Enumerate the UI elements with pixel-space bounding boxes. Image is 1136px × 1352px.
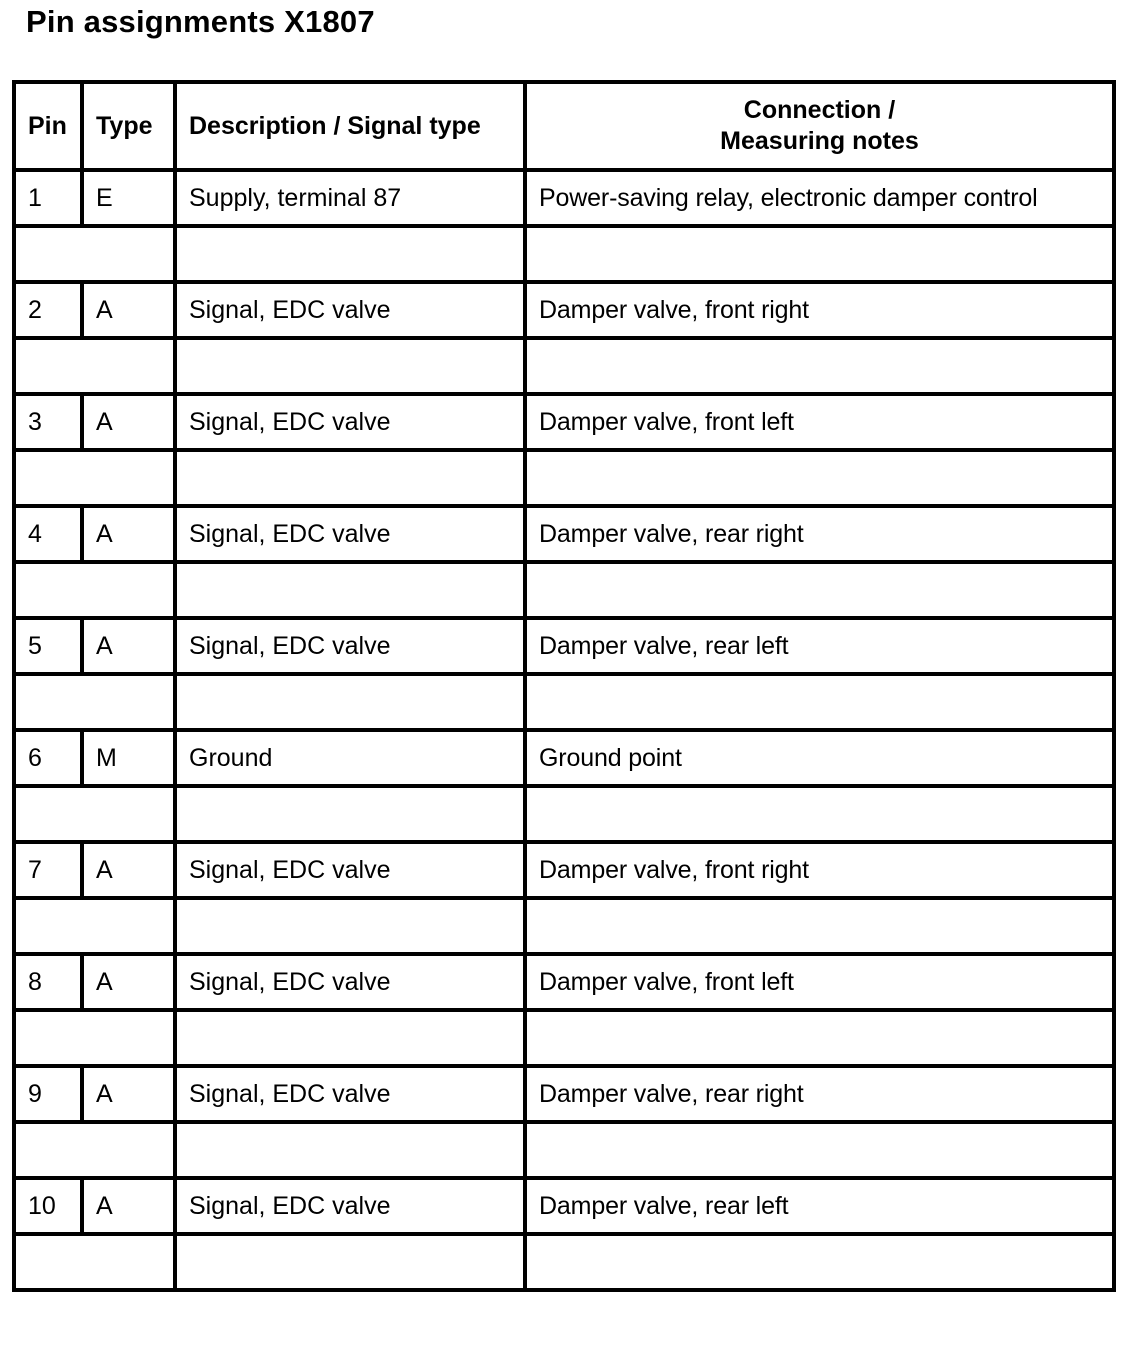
spacer-cell [14,562,175,618]
spacer-cell [14,1234,175,1290]
type-cell: M [82,730,175,786]
connection-cell: Damper valve, rear left [525,1178,1114,1234]
spacer-cell [175,1010,525,1066]
header-description: Description / Signal type [175,82,525,170]
pin-cell: 10 [14,1178,82,1234]
type-cell: A [82,282,175,338]
spacer-cell [525,898,1114,954]
table-row [14,282,1114,338]
spacer-cell [175,1234,525,1290]
table-row [14,1066,1114,1122]
table-row [14,954,1114,1010]
table-row [14,842,1114,898]
description-cell: Signal, EDC valve [175,1066,525,1122]
spacer-cell [175,450,525,506]
table-row [14,1178,1114,1234]
connection-cell: Damper valve, front left [525,394,1114,450]
spacer-cell [175,1122,525,1178]
pin-assignment-table [12,80,1116,1292]
description-cell: Signal, EDC valve [175,618,525,674]
spacer-cell [525,786,1114,842]
description-cell: Supply, terminal 87 [175,170,525,226]
spacer-row [14,1234,1114,1290]
spacer-cell [14,786,175,842]
header-connection-line1: Connection / [743,96,896,124]
spacer-cell [525,674,1114,730]
description-cell: Signal, EDC valve [175,954,525,1010]
spacer-cell [175,226,525,282]
connection-cell: Damper valve, rear right [525,506,1114,562]
spacer-cell [525,226,1114,282]
connection-cell: Damper valve, front right [525,842,1114,898]
pin-cell: 3 [14,394,82,450]
spacer-cell [175,562,525,618]
pin-cell: 5 [14,618,82,674]
type-cell: A [82,954,175,1010]
spacer-cell [175,674,525,730]
spacer-row [14,898,1114,954]
pin-cell: 7 [14,842,82,898]
header-pin: Pin [14,82,82,170]
connection-cell: Damper valve, rear right [525,1066,1114,1122]
table-row [14,506,1114,562]
spacer-row [14,674,1114,730]
type-cell: A [82,506,175,562]
description-cell: Signal, EDC valve [175,842,525,898]
header-type: Type [82,82,175,170]
pin-cell: 6 [14,730,82,786]
table-row [14,618,1114,674]
description-cell: Signal, EDC valve [175,394,525,450]
spacer-row [14,1122,1114,1178]
spacer-cell [14,338,175,394]
spacer-cell [525,1122,1114,1178]
spacer-cell [525,450,1114,506]
spacer-row [14,338,1114,394]
description-cell: Signal, EDC valve [175,506,525,562]
spacer-cell [175,898,525,954]
connection-cell: Damper valve, front right [525,282,1114,338]
spacer-row [14,562,1114,618]
spacer-cell [525,338,1114,394]
type-cell: A [82,842,175,898]
table-header-row [14,82,1114,170]
description-cell: Ground [175,730,525,786]
spacer-row [14,786,1114,842]
spacer-cell [175,786,525,842]
spacer-row [14,1010,1114,1066]
spacer-cell [14,226,175,282]
spacer-cell [14,450,175,506]
description-cell: Signal, EDC valve [175,282,525,338]
pin-cell: 9 [14,1066,82,1122]
spacer-cell [525,1010,1114,1066]
spacer-cell [175,338,525,394]
spacer-cell [525,562,1114,618]
pin-cell: 8 [14,954,82,1010]
spacer-cell [14,1010,175,1066]
connection-cell: Damper valve, front left [525,954,1114,1010]
table-row [14,170,1114,226]
header-connection [525,82,1114,170]
spacer-row [14,450,1114,506]
pin-cell: 4 [14,506,82,562]
type-cell: A [82,1066,175,1122]
type-cell: E [82,170,175,226]
spacer-cell [14,674,175,730]
type-cell: A [82,394,175,450]
header-connection-line2: Measuring notes [720,127,919,155]
pin-cell: 1 [14,170,82,226]
connection-cell: Ground point [525,730,1114,786]
connection-cell: Damper valve, rear left [525,618,1114,674]
spacer-cell [14,1122,175,1178]
connection-cell: Power-saving relay, electronic damper control [525,170,1114,226]
table-row [14,730,1114,786]
spacer-row [14,226,1114,282]
table-row [14,394,1114,450]
spacer-cell [525,1234,1114,1290]
page-title: Pin assignments X1807 [26,4,375,39]
description-cell: Signal, EDC valve [175,1178,525,1234]
type-cell: A [82,1178,175,1234]
spacer-cell [14,898,175,954]
pin-cell: 2 [14,282,82,338]
type-cell: A [82,618,175,674]
